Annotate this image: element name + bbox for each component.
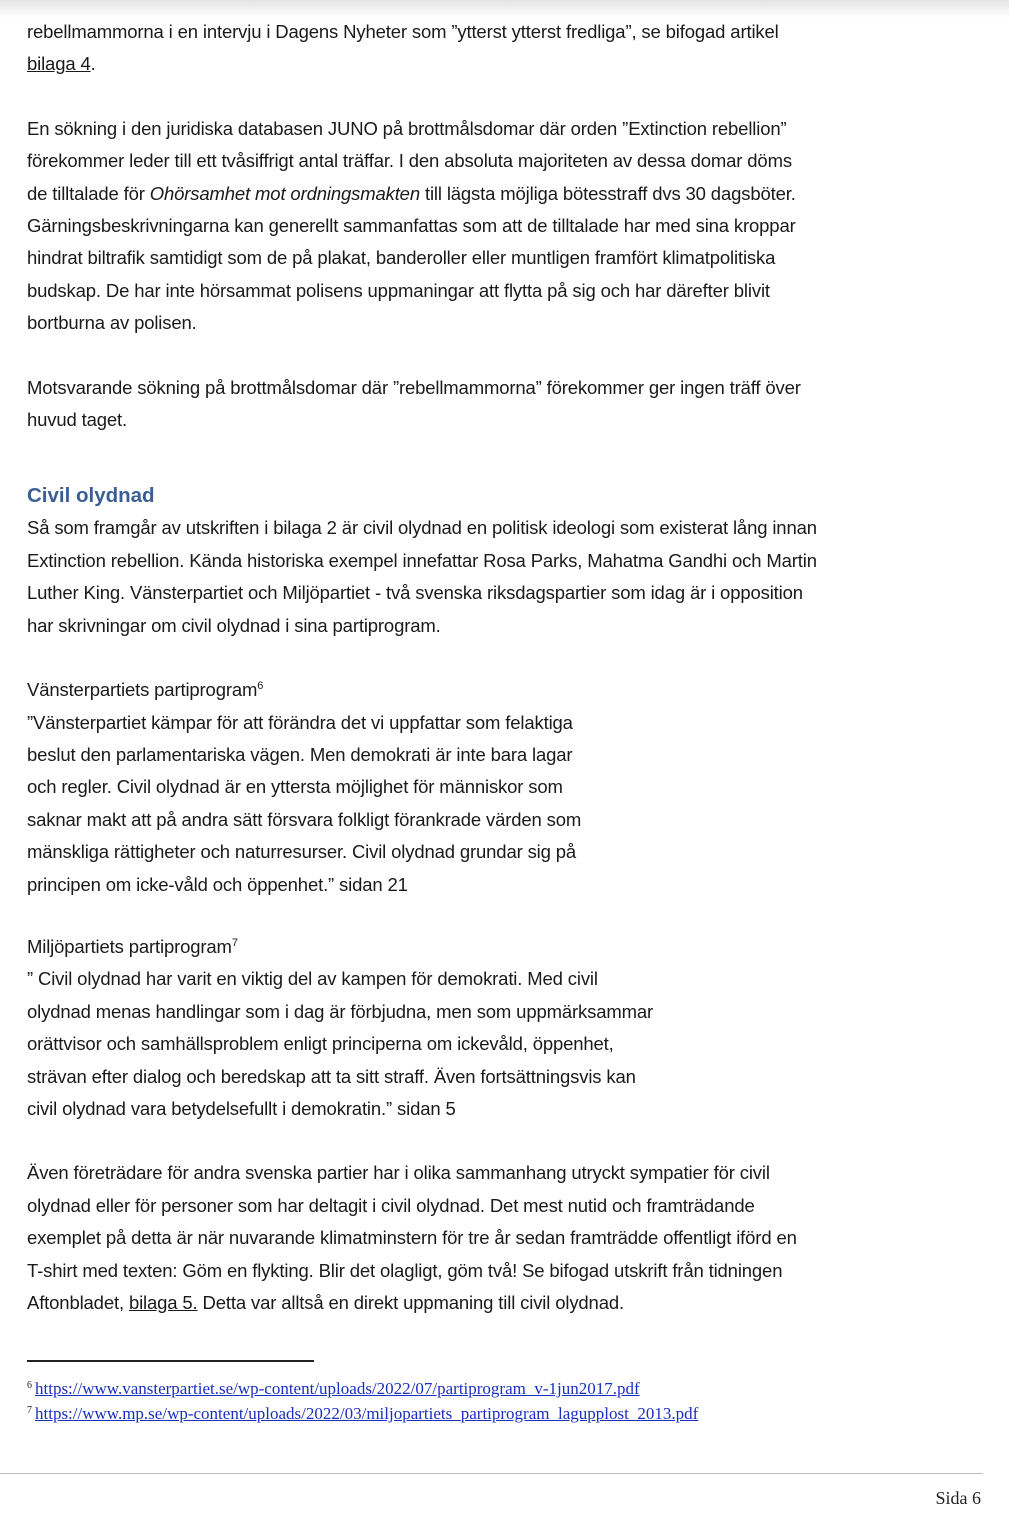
- quote-line: saknar makt att på andra sätt försvara folkligt förankrade värden som: [27, 808, 582, 830]
- footer-divider: [0, 1473, 983, 1474]
- paragraph-line: har skrivningar om civil olydnad i sina partiprogram.: [27, 614, 441, 636]
- page-number: Sida 6: [935, 1488, 981, 1508]
- quote-line: principen om icke-våld och öppenhet.” sidan 21: [27, 873, 408, 895]
- footnote-6: [27, 1375, 698, 1400]
- text-span: till lägsta möjliga bötesstraff dvs 30 dagsböter.: [419, 182, 796, 204]
- text-span: de tilltalade för: [27, 182, 150, 204]
- paragraph-line: huvud taget.: [27, 409, 128, 431]
- footnote-separator: [27, 1360, 314, 1362]
- paragraph-line: En sökning i den juridiska databasen JUNO på brottmålsdomar där orden ”Extinction rebellion”: [27, 117, 787, 139]
- quote-title-v: [27, 674, 927, 706]
- text-span: Aftonbladet,: [27, 1292, 129, 1313]
- quote-title-text: Miljöpartiets partiprogram: [27, 935, 232, 957]
- paragraph-line: förekommer leder till ett tvåsiffrigt antal träffar. I den absoluta majoriteten av dessa domar döms: [27, 150, 792, 172]
- quote-line: beslut den parlamentariska vägen. Men demokrati är inte bara lagar: [27, 743, 573, 765]
- paragraph-line: T-shirt med texten: Göm en flykting. Blir det olagligt, göm två! Se bifogad utskrift från tidningen: [27, 1259, 783, 1281]
- quote-line: civil olydnad vara betydelsefullt i demokratin.” sidan 5: [27, 1097, 456, 1119]
- paragraph-line: Luther King. Vänsterpartiet och Miljöpartiet - två svenska riksdagspartier som idag är i opposition: [27, 582, 803, 604]
- bilaga-4-link[interactable]: bilaga 4: [27, 53, 91, 75]
- paragraph-line: [27, 1287, 927, 1319]
- paragraph-line: Även företrädare för andra svenska partier har i olika sammanhang utryckt sympatier för civil: [27, 1162, 770, 1184]
- footnotes: [27, 1375, 698, 1425]
- footnote-ref-6[interactable]: 6: [257, 680, 264, 693]
- quote-vansterpartiet: [27, 707, 727, 901]
- section-heading: Civil olydnad: [27, 484, 155, 508]
- quote-line: mänskliga rättigheter och naturresurser. Civil olydnad grundar sig på: [27, 841, 577, 863]
- paragraph-line: hindrat biltrafik samtidigt som de på plakat, banderoller eller muntligen framfört klimatpolitiska: [27, 247, 776, 269]
- quote-miljopartiet: [27, 963, 705, 1125]
- punctuation: .: [90, 53, 96, 75]
- footnote-number: 7: [27, 1405, 32, 1416]
- quote-line: strävan efter dialog och beredskap att ta sitt straff. Även fortsättningsvis kan: [27, 1065, 636, 1087]
- paragraph-line: Motsvarande sökning på brottmålsdomar där ”rebellmammorna” förekommer ger ingen träff över: [27, 376, 801, 398]
- footnote-link-vansterpartiet[interactable]: https://www.vansterpartiet.se/wp-content/uploads/2022/07/partiprogram_v-1jun2017.pdf: [35, 1379, 640, 1398]
- paragraph-line: bortburna av polisen.: [27, 312, 197, 334]
- footnote-ref-7[interactable]: 7: [231, 936, 238, 949]
- paragraph-line: [27, 48, 927, 80]
- document-page: [27, 16, 927, 1319]
- footnote-7: [27, 1400, 698, 1425]
- paragraph-line: [27, 178, 927, 210]
- quote-title-text: Vänsterpartiets partiprogram: [27, 679, 258, 701]
- paragraph-line: exemplet på detta är när nuvarande klimatminstern för tre år sedan framträdde offentligt iförd en: [27, 1227, 797, 1249]
- paragraph-line: Extinction rebellion. Kända historiska exempel innefattar Rosa Parks, Mahatma Gandhi och Martin: [27, 549, 817, 571]
- paragraph-line: rebellmammorna i en intervju i Dagens Nyheter som ”ytterst ytterst fredliga”, se bifogad artikel: [27, 21, 779, 42]
- quote-line: olydnad menas handlingar som i dag är förbjudna, men som uppmärksammar: [27, 1000, 654, 1022]
- quote-line: ” Civil olydnad har varit en viktig del av kampen för demokrati. Med civil: [27, 968, 598, 990]
- paragraph-line: olydnad eller för personer som har deltagit i civil olydnad. Det mest nutid och framträdande: [27, 1194, 755, 1216]
- footnote-link-miljopartiet[interactable]: https://www.mp.se/wp-content/uploads/2022/03/miljopartiets_partiprogram_lagupplost_2013.pdf: [35, 1404, 699, 1423]
- paragraph-line: Så som framgår av utskriften i bilaga 2 är civil olydnad en politisk ideologi som existerat lång innan: [27, 517, 817, 539]
- paragraph-line: Gärningsbeskrivningarna kan generellt sammanfattas som att de tilltalade har med sina kroppar: [27, 215, 796, 237]
- quote-line: orättvisor och samhällsproblem enligt principerna om ickevåld, öppenhet,: [27, 1033, 614, 1055]
- quote-line: och regler. Civil olydnad är en yttersta möjlighet för människor som: [27, 776, 563, 798]
- quote-title-m: [27, 931, 927, 963]
- paragraph-line: budskap. De har inte hörsammat polisens uppmaningar att flytta på sig och har därefter blivit: [27, 279, 770, 301]
- quote-line: ”Vänsterpartiet kämpar för att förändra det vi uppfattar som felaktiga: [27, 711, 573, 733]
- italic-offence: Ohörsamhet mot ordningsmakten: [149, 182, 420, 204]
- footnote-number: 6: [27, 1380, 32, 1391]
- text-span: Detta var alltså en direkt uppmaning till civil olydnad.: [197, 1292, 624, 1313]
- bilaga-5-link[interactable]: bilaga 5.: [128, 1292, 198, 1313]
